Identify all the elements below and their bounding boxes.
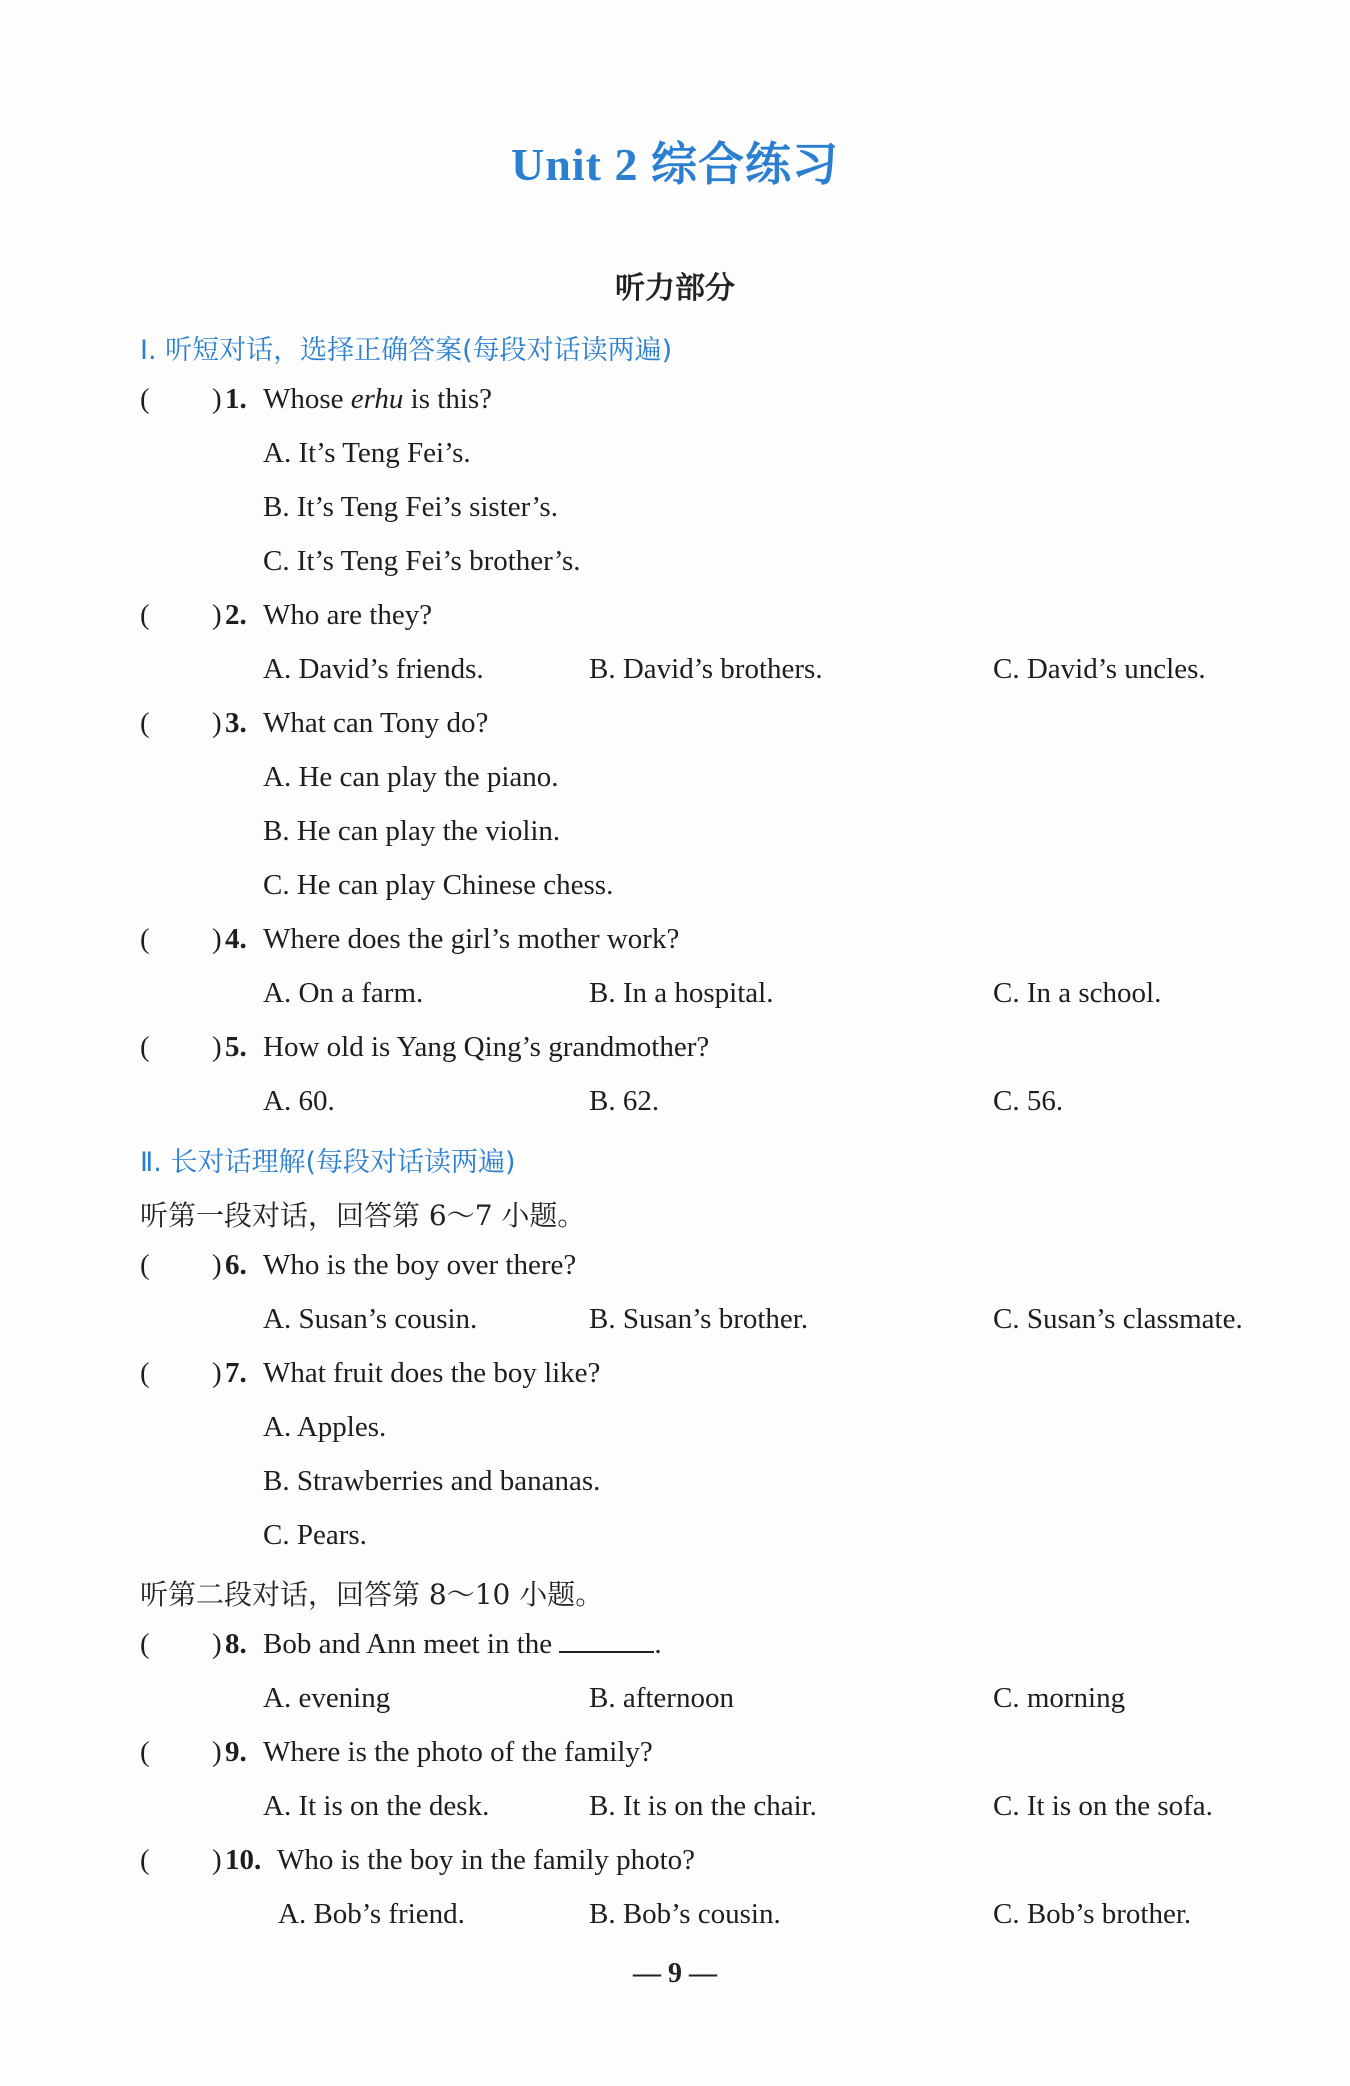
- option-8c: C. morning: [993, 1682, 1126, 1714]
- question-text: Where is the photo of the family?: [263, 1736, 653, 1768]
- option-6c: C. Susan’s classmate.: [993, 1303, 1243, 1335]
- question-text: Who are they?: [263, 599, 433, 631]
- option-9a: A. It is on the desk.: [263, 1790, 490, 1822]
- answer-paren-open: (: [140, 1736, 150, 1768]
- option-2a: A. David’s friends.: [263, 653, 484, 685]
- answer-paren-close: ): [212, 1249, 222, 1281]
- fill-in-blank[interactable]: [559, 1629, 654, 1653]
- question-number: 1.: [225, 383, 247, 415]
- answer-paren-close: ): [212, 707, 222, 739]
- option-2c: C. David’s uncles.: [993, 653, 1206, 685]
- question-number: 7.: [225, 1357, 247, 1389]
- answer-paren-open: (: [140, 1844, 150, 1876]
- question-number: 6.: [225, 1249, 247, 1281]
- option-3c: C. He can play Chinese chess.: [263, 869, 614, 901]
- part-heading: 听力部分: [615, 271, 735, 306]
- option-1c: C. It’s Teng Fei’s brother’s.: [263, 545, 581, 577]
- answer-paren-close: ): [212, 1357, 222, 1389]
- answer-paren-close: ): [212, 383, 222, 415]
- option-5c: C. 56.: [993, 1085, 1064, 1117]
- option-8b: B. afternoon: [589, 1682, 734, 1714]
- option-3b: B. He can play the violin.: [263, 815, 561, 847]
- section-heading-1: Ⅰ. 听短对话，选择正确答案(每段对话读两遍): [140, 335, 673, 366]
- option-10a: A. Bob’s friend.: [278, 1898, 465, 1930]
- answer-paren-open: (: [140, 707, 150, 739]
- instruction-note-2: 听第二段对话，回答第 8～10 小题。: [140, 1578, 604, 1611]
- question-text: Where does the girl’s mother work?: [263, 923, 680, 955]
- option-1b: B. It’s Teng Fei’s sister’s.: [263, 491, 558, 523]
- option-4c: C. In a school.: [993, 977, 1162, 1009]
- question-emphasis: erhu: [350, 383, 404, 415]
- question-text: What fruit does the boy like?: [263, 1357, 601, 1389]
- answer-paren-open: (: [140, 923, 150, 955]
- option-7b: B. Strawberries and bananas.: [263, 1465, 601, 1497]
- question-text: Bob and Ann meet in the .: [263, 1628, 662, 1660]
- option-10c: C. Bob’s brother.: [993, 1898, 1192, 1930]
- answer-paren-close: ): [212, 599, 222, 631]
- page-title: Unit 2 综合练习: [511, 139, 839, 190]
- question-text: Who is the boy over there?: [263, 1249, 577, 1281]
- answer-paren-open: (: [140, 1031, 150, 1063]
- answer-paren-close: ): [212, 1031, 222, 1063]
- answer-paren-open: (: [140, 599, 150, 631]
- option-3a: A. He can play the piano.: [263, 761, 559, 793]
- option-4b: B. In a hospital.: [589, 977, 774, 1009]
- option-5b: B. 62.: [589, 1085, 660, 1117]
- question-number: 4.: [225, 923, 247, 955]
- answer-paren-close: ): [212, 923, 222, 955]
- question-number: 5.: [225, 1031, 247, 1063]
- answer-paren-open: (: [140, 1357, 150, 1389]
- option-5a: A. 60.: [263, 1085, 335, 1117]
- question-text: How old is Yang Qing’s grandmother?: [263, 1031, 710, 1063]
- option-8a: A. evening: [263, 1682, 391, 1714]
- option-9b: B. It is on the chair.: [589, 1790, 817, 1822]
- answer-paren-close: ): [212, 1628, 222, 1660]
- question-number: 8.: [225, 1628, 247, 1660]
- question-number: 3.: [225, 707, 247, 739]
- page-number: — 9 —: [633, 1958, 717, 1989]
- answer-paren-open: (: [140, 1249, 150, 1281]
- question-number: 10.: [225, 1844, 262, 1876]
- option-7c: C. Pears.: [263, 1519, 367, 1551]
- answer-paren-close: ): [212, 1736, 222, 1768]
- option-10b: B. Bob’s cousin.: [589, 1898, 781, 1930]
- option-6a: A. Susan’s cousin.: [263, 1303, 478, 1335]
- answer-paren-close: ): [212, 1844, 222, 1876]
- question-text: What can Tony do?: [263, 707, 489, 739]
- option-4a: A. On a farm.: [263, 977, 424, 1009]
- section-heading-2: Ⅱ. 长对话理解(每段对话读两遍): [140, 1147, 516, 1178]
- answer-paren-open: (: [140, 1628, 150, 1660]
- option-7a: A. Apples.: [263, 1411, 387, 1443]
- option-1a: A. It’s Teng Fei’s.: [263, 437, 471, 469]
- option-6b: B. Susan’s brother.: [589, 1303, 809, 1335]
- instruction-note-1: 听第一段对话，回答第 6～7 小题。: [140, 1199, 586, 1232]
- question-number: 2.: [225, 599, 247, 631]
- question-number: 9.: [225, 1736, 247, 1768]
- question-text: Whose erhu is this?: [263, 383, 493, 415]
- answer-paren-open: (: [140, 383, 150, 415]
- question-text: Who is the boy in the family photo?: [277, 1844, 696, 1876]
- option-9c: C. It is on the sofa.: [993, 1790, 1213, 1822]
- option-2b: B. David’s brothers.: [589, 653, 823, 685]
